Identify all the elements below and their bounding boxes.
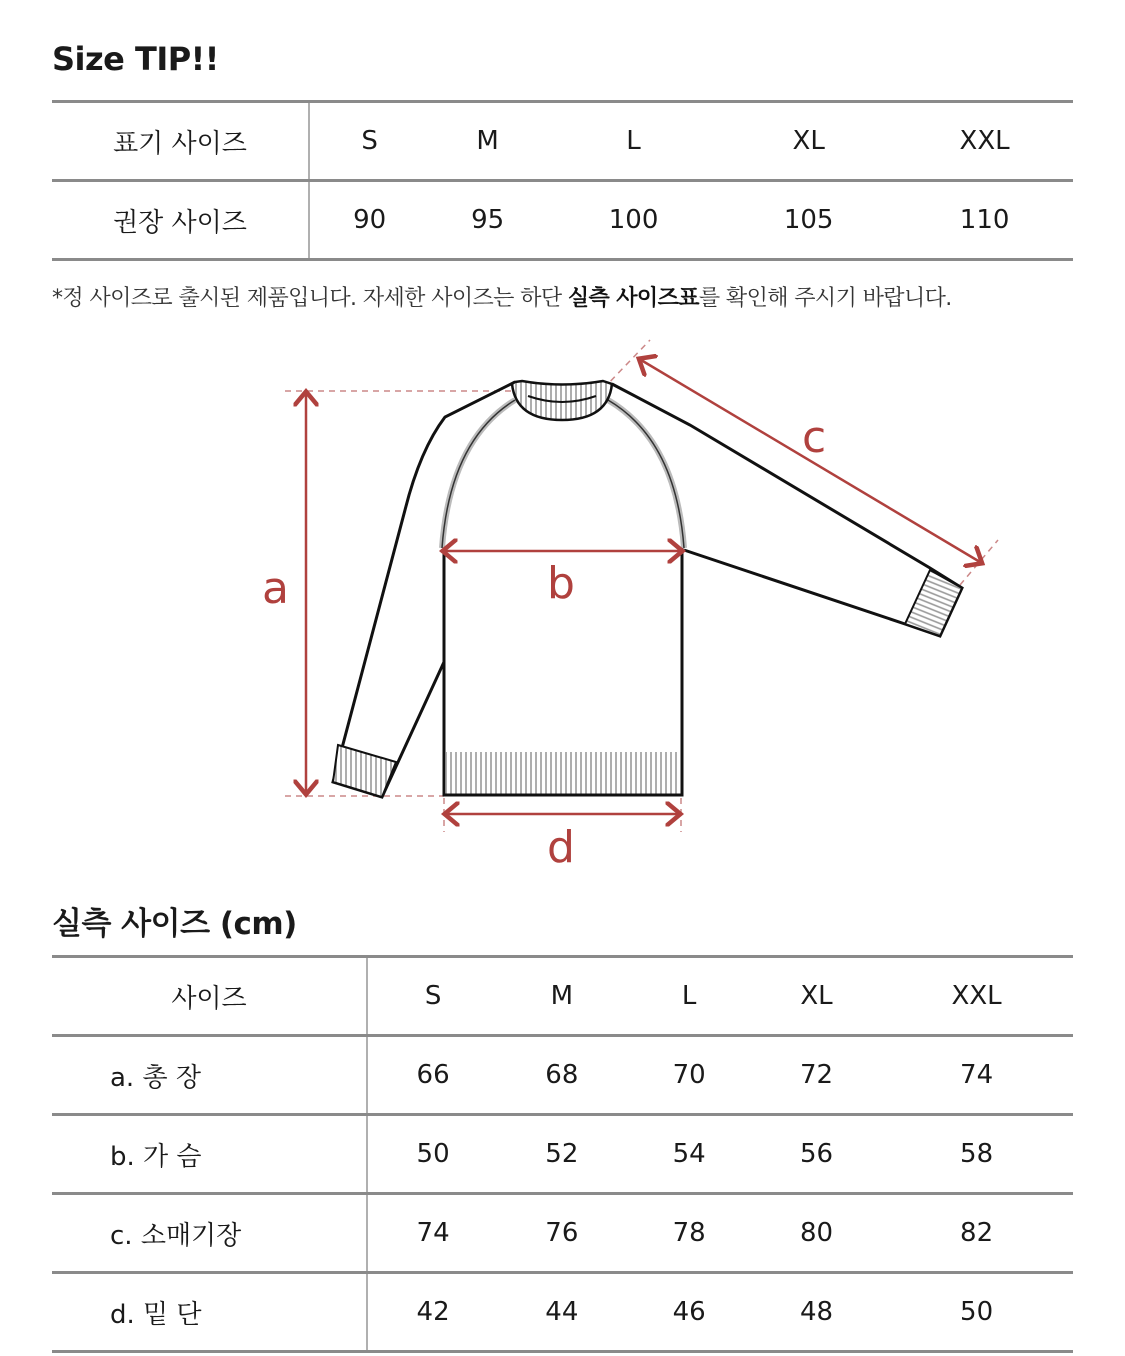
cell: 70 (672, 1060, 706, 1090)
header-cell: M (550, 981, 574, 1011)
measured-size-title: 실측 사이즈 (cm) (52, 906, 297, 942)
size-tip-table (52, 100, 1073, 261)
table-row (52, 1036, 1073, 1115)
row-label: d. 밑 단 (52, 1273, 367, 1352)
header-cell: S (424, 981, 442, 1011)
row-label: a. 총 장 (52, 1036, 367, 1115)
cell: 72 (799, 1060, 834, 1090)
cell: L (626, 126, 641, 156)
row-label: 권장 사이즈 (52, 181, 309, 260)
cell: 100 (608, 205, 659, 235)
size-tip-title: Size TIP!! (52, 40, 219, 78)
cell: 56 (799, 1139, 834, 1169)
left-sleeve-shape (333, 382, 515, 797)
cell: S (361, 126, 378, 156)
cell: 50 (416, 1139, 450, 1169)
cell: 74 (416, 1218, 450, 1248)
header-label: 사이즈 (52, 957, 367, 1036)
table-row (52, 1273, 1073, 1352)
cell: XXL (959, 126, 1010, 156)
note-bold: 실측 사이즈표 (567, 286, 699, 311)
label-d: d (547, 822, 575, 873)
collar-shape (512, 381, 612, 420)
cell: 82 (960, 1218, 994, 1248)
cell: 42 (416, 1297, 450, 1327)
cell: 58 (960, 1139, 994, 1169)
row-label: c. 소매기장 (52, 1194, 367, 1273)
table-row (52, 1194, 1073, 1273)
header-cell: L (681, 981, 697, 1011)
label-a: a (262, 563, 289, 614)
cell: 80 (799, 1218, 834, 1248)
cell: M (476, 126, 499, 156)
right-sleeve-shape (612, 384, 962, 636)
table-row (52, 181, 1073, 260)
measured-size-table (52, 955, 1073, 1353)
table-row (52, 1115, 1073, 1194)
header-cell: XXL (951, 981, 1002, 1011)
table-row (52, 102, 1073, 181)
cell: XL (792, 126, 825, 156)
cell: 105 (783, 205, 834, 235)
cell: 66 (416, 1060, 450, 1090)
cell: 50 (960, 1297, 994, 1327)
cell: 52 (545, 1139, 579, 1169)
cell: 74 (960, 1060, 994, 1090)
table-header-row (52, 957, 1073, 1036)
cell: 44 (545, 1297, 579, 1327)
cell: 54 (672, 1139, 706, 1169)
cell: 46 (672, 1297, 706, 1327)
cell: 48 (799, 1297, 834, 1327)
size-note (52, 281, 952, 312)
sweater-diagram (0, 330, 1125, 890)
note-prefix: *정 사이즈로 출시된 제품입니다. 자세한 사이즈는 하단 (52, 286, 568, 311)
label-c: c (802, 412, 827, 463)
row-label: 표기 사이즈 (52, 102, 309, 181)
cell: 95 (471, 205, 505, 235)
note-suffix: 를 확인해 주시기 바랍니다. (698, 286, 952, 311)
cell: 76 (545, 1218, 579, 1248)
cell: 68 (545, 1060, 579, 1090)
cell: 78 (672, 1218, 706, 1248)
header-cell: XL (800, 981, 833, 1011)
cell: 90 (353, 205, 387, 235)
cell: 110 (959, 205, 1010, 235)
label-b: b (547, 558, 575, 609)
row-label: b. 가 슴 (52, 1115, 367, 1194)
